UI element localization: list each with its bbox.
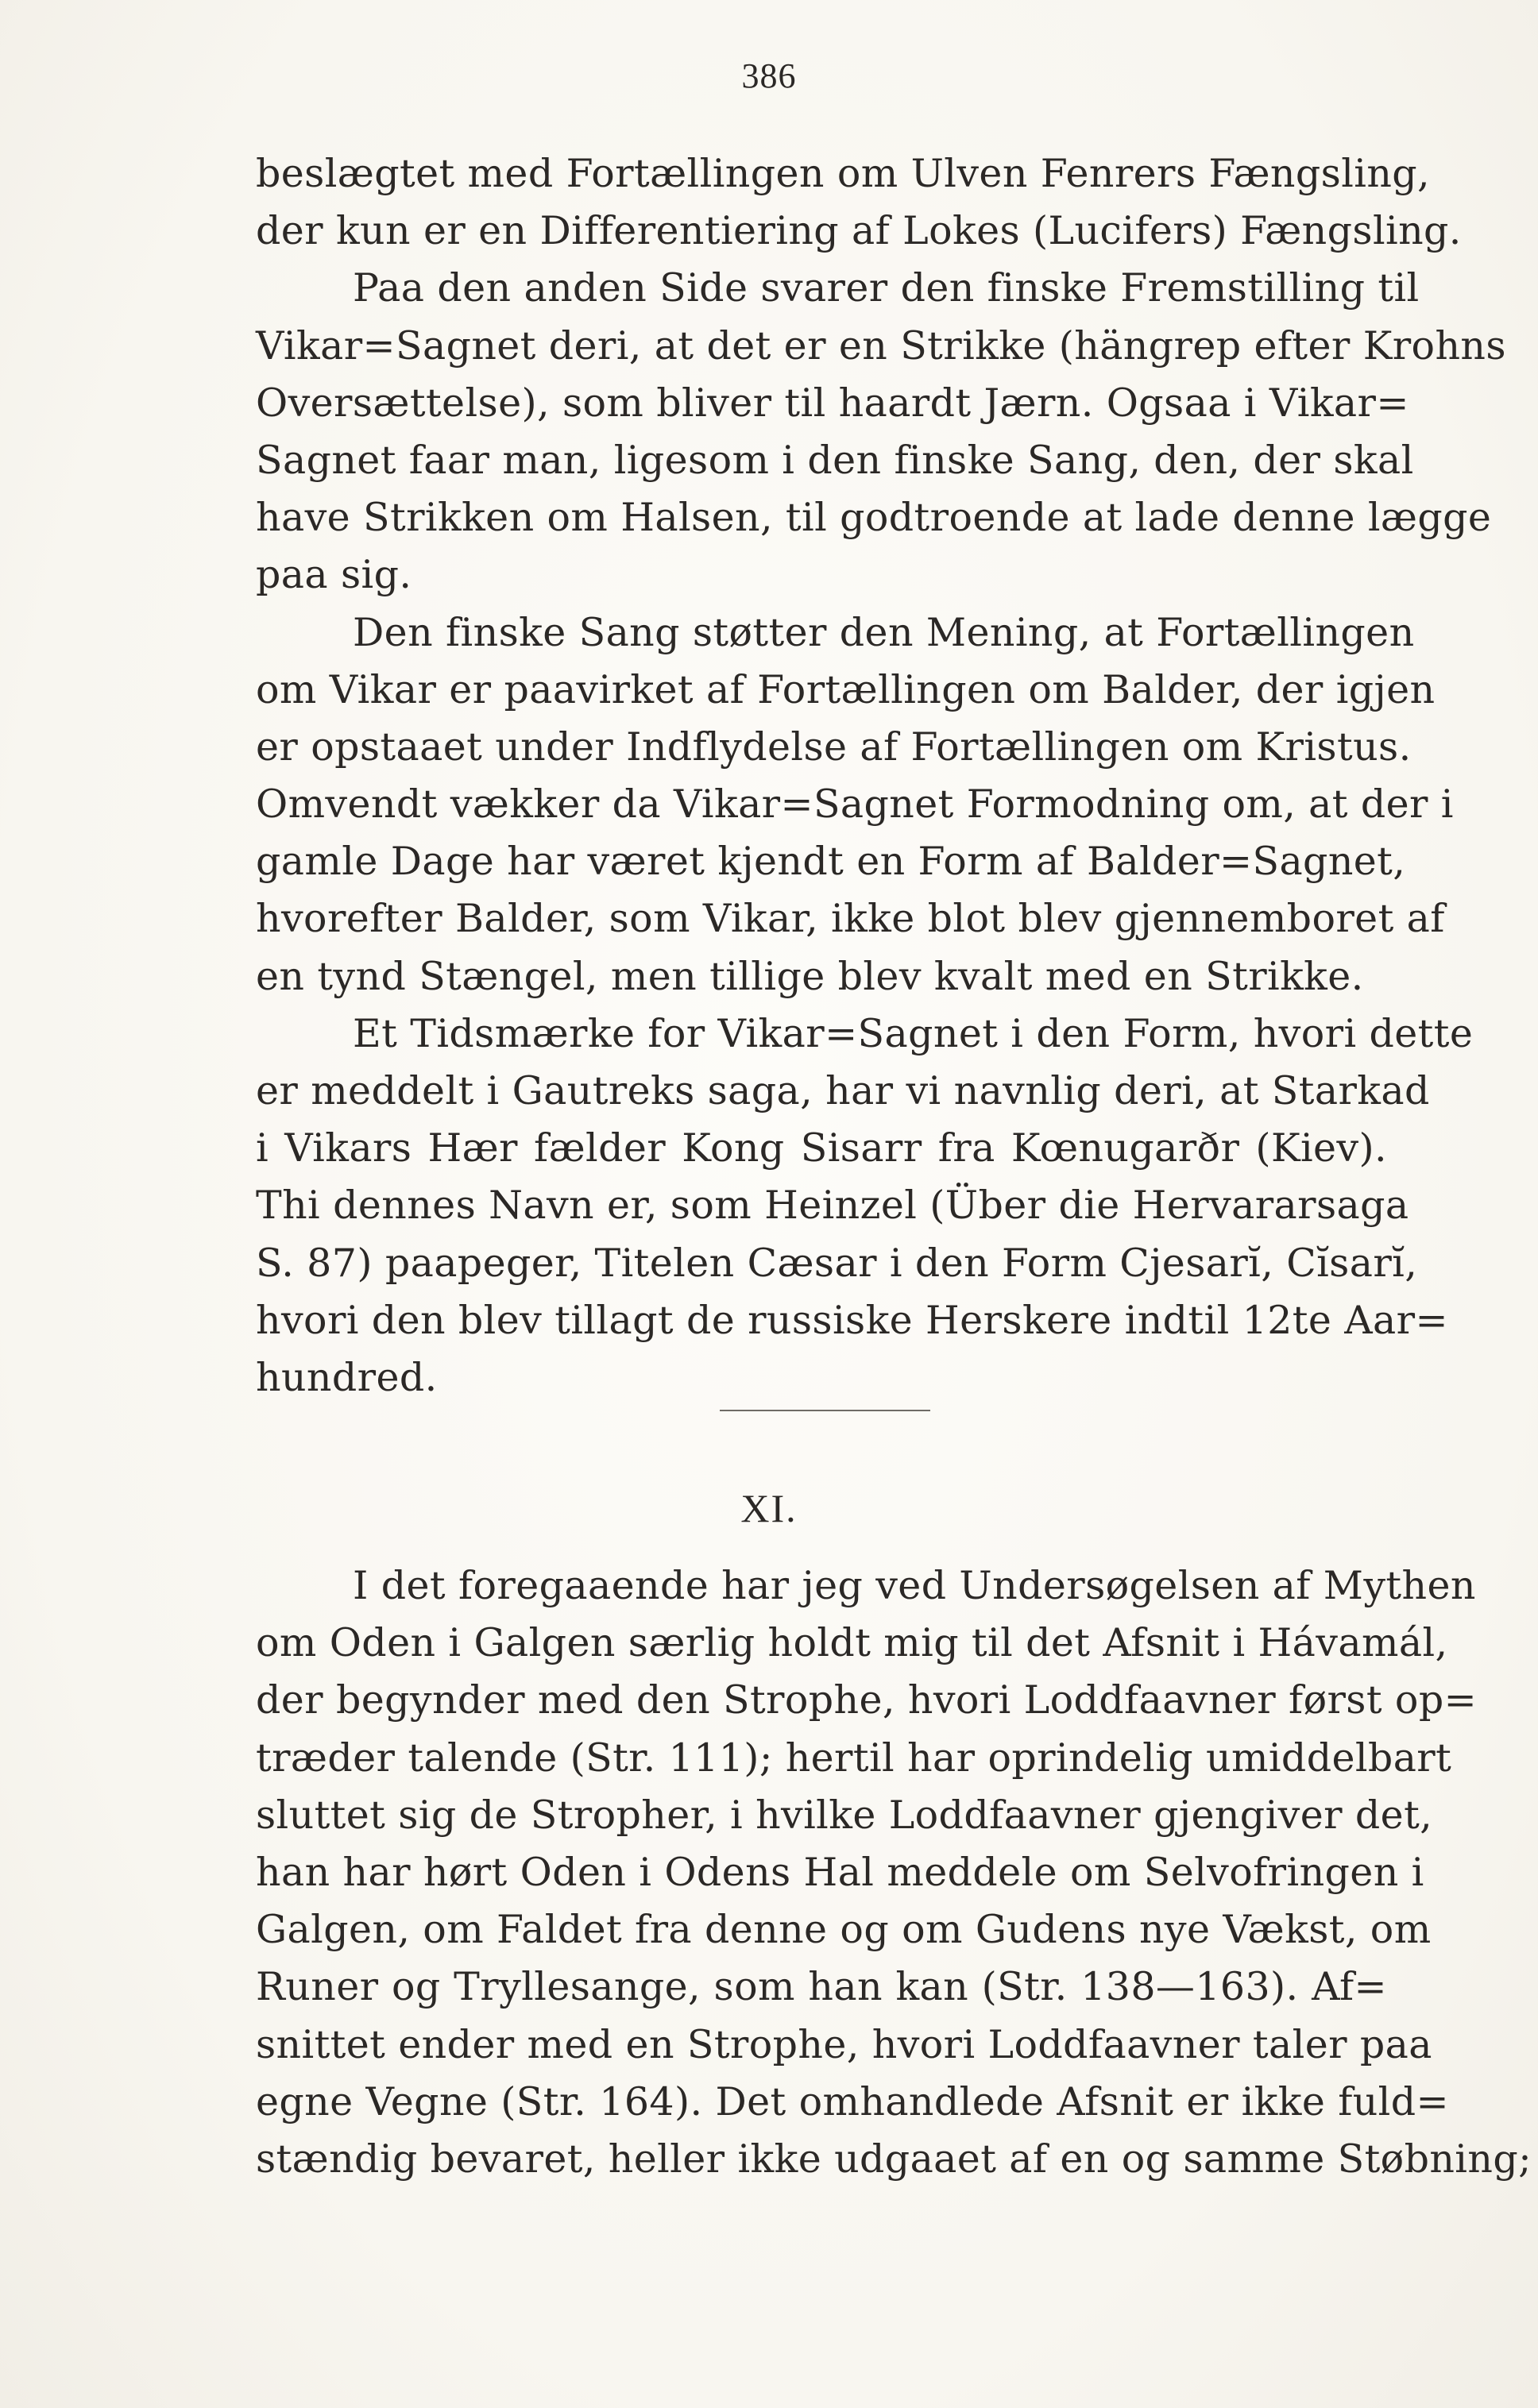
section-divider	[720, 1410, 930, 1411]
section-x-text	[256, 145, 1506, 1407]
text-line: snittet ender med en Strophe, hvori Loddfaavner taler paa	[256, 2021, 1432, 2067]
text-line: er meddelt i Gautreks saga, har vi navnlig deri, at Starkad	[256, 1068, 1430, 1113]
text-line: egne Vegne (Str. 164). Det omhandlede Afsnit er ikke fuld=	[256, 2078, 1449, 2124]
text-line: Vikar=Sagnet deri, at det er en Strikke (hängrep efter Krohns	[256, 322, 1506, 369]
text-line: om Oden i Galgen særlig holdt mig til det Afsnit i Hávamál,	[256, 1620, 1448, 1666]
text-line: Runer og Tryllesange, som han kan (Str. 138—163). Af=	[256, 1964, 1387, 2010]
text-line: Paa den anden Side svarer den finske Fremstilling til	[353, 265, 1420, 311]
text-line: hvorefter Balder, som Vikar, ikke blot blev gjennemboret af	[256, 896, 1445, 942]
text-line: han har hørt Oden i Odens Hal meddele om Selvofringen i	[256, 1849, 1424, 1895]
text-line: Oversættelse), som bliver til haardt Jærn. Ogsaa i Vikar=	[256, 380, 1409, 426]
text-line: beslægtet med Fortællingen om Ulven Fenrers Fængsling,	[256, 151, 1431, 196]
text-line: Thi dennes Navn er, som Heinzel (Über die Hervararsaga	[256, 1183, 1409, 1229]
text-line: Den finske Sang støtter den Mening, at Fortællingen	[353, 609, 1415, 655]
section-xi-text	[256, 1557, 1532, 2188]
text-line: i Vikars Hær fælder Kong Sisarr fra Kœnugarðr (Kiev).	[256, 1125, 1387, 1171]
text-line: gamle Dage har været kjendt en Form af Balder=Sagnet,	[256, 839, 1406, 885]
text-line: er opstaaet under Indflydelse af Fortællingen om Kristus.	[256, 724, 1412, 770]
page-number: 386	[741, 56, 797, 95]
text-line: der begynder med den Strophe, hvori Loddfaavner først op=	[256, 1677, 1478, 1723]
text-line: hvori den blev tillagt de russiske Herskere indtil 12te Aar=	[256, 1297, 1448, 1343]
text-line: en tynd Stængel, men tillige blev kvalt med en Strikke.	[256, 953, 1364, 999]
text-line: Omvendt vækker da Vikar=Sagnet Formodning om, at der i	[256, 781, 1454, 828]
text-line: sluttet sig de Stropher, i hvilke Loddfaavner gjengiver det,	[256, 1792, 1433, 1838]
text-line: Sagnet faar man, ligesom i den finske Sang, den, der skal	[256, 437, 1414, 483]
text-line: Et Tidsmærke for Vikar=Sagnet i den Form, hvori dette	[353, 1010, 1474, 1056]
text-line: I det foregaaende har jeg ved Undersøgelsen af Mythen	[353, 1563, 1476, 1608]
text-line: have Strikken om Halsen, til godtroende at lade denne lægge	[256, 495, 1492, 541]
text-line: træder talende (Str. 111); hertil har oprindelig umiddelbart	[256, 1735, 1452, 1781]
text-line: Galgen, om Faldet fra denne og om Gudens nye Vækst, om	[256, 1907, 1432, 1953]
text-line: der kun er en Differentiering af Lokes (Lucifers) Fængsling.	[256, 208, 1462, 254]
text-line: hundred.	[256, 1354, 438, 1400]
section-heading: XI.	[740, 1486, 798, 1530]
text-line: om Vikar er paavirket af Fortællingen om Balder, der igjen	[256, 666, 1436, 712]
text-line: paa sig.	[256, 552, 412, 598]
text-line: stændig bevaret, heller ikke udgaaet af en og samme Støbning;	[256, 2136, 1532, 2182]
text-line: S. 87) paapeger, Titelen Cæsar i den Form Cjesarĭ, Cĭsarĭ,	[256, 1240, 1418, 1286]
